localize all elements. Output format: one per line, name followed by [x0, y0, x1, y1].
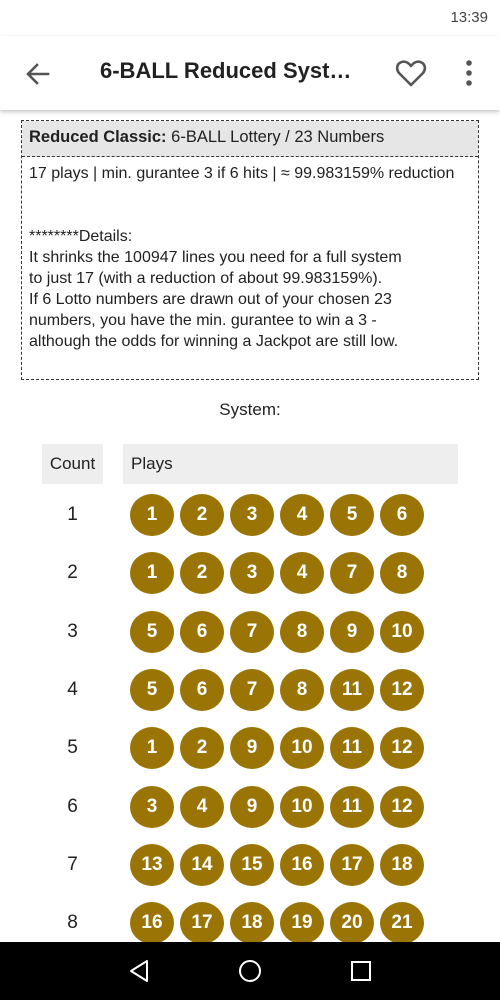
page-title: 6-BALL Reduced Syst… — [100, 58, 352, 83]
row-count: 3 — [67, 620, 78, 642]
arrow-left-icon — [22, 58, 54, 90]
lottery-ball: 6 — [180, 669, 224, 711]
details-line: numbers, you have the min. gurantee to win a 3 - — [29, 312, 377, 329]
lottery-ball: 2 — [180, 552, 224, 594]
navigation-bar — [0, 942, 500, 1000]
row-count: 4 — [67, 678, 78, 700]
lottery-ball: 7 — [230, 669, 274, 711]
lottery-ball: 2 — [180, 727, 224, 769]
row-count: 6 — [67, 795, 78, 817]
table-row — [0, 786, 500, 844]
lottery-ball: 10 — [280, 727, 324, 769]
lottery-ball: 19 — [280, 902, 324, 942]
nav-recents-button[interactable] — [346, 956, 376, 986]
lottery-ball: 3 — [230, 494, 274, 536]
lottery-ball: 17 — [180, 902, 224, 942]
lottery-ball: 13 — [130, 844, 174, 886]
lottery-ball: 20 — [330, 902, 374, 942]
system-info-body — [22, 157, 478, 358]
column-header-plays: Plays — [123, 444, 458, 484]
lottery-ball: 8 — [280, 611, 324, 653]
column-header-count: Count — [42, 444, 103, 484]
lottery-ball: 6 — [380, 494, 424, 536]
system-type-label: Reduced Classic: — [29, 128, 167, 146]
lottery-ball: 12 — [380, 669, 424, 711]
lottery-ball: 18 — [230, 902, 274, 942]
details-line: If 6 Lotto numbers are drawn out of your chosen 23 — [29, 291, 392, 308]
lottery-ball: 16 — [130, 902, 174, 942]
lottery-ball: 3 — [130, 786, 174, 828]
lottery-ball: 9 — [230, 727, 274, 769]
lottery-ball: 6 — [180, 611, 224, 653]
square-recents-icon — [346, 956, 376, 986]
favorite-button[interactable] — [394, 56, 428, 90]
table-row — [0, 494, 500, 552]
table-row — [0, 669, 500, 727]
details-title: ********Details: — [29, 228, 133, 245]
lottery-ball: 4 — [280, 494, 324, 536]
heart-outline-icon — [394, 56, 428, 90]
lottery-ball: 5 — [130, 611, 174, 653]
more-vert-icon — [456, 56, 482, 90]
lottery-ball: 9 — [330, 611, 374, 653]
lottery-ball: 16 — [280, 844, 324, 886]
status-time: 13:39 — [450, 9, 488, 26]
lottery-ball: 8 — [280, 669, 324, 711]
lottery-ball: 14 — [180, 844, 224, 886]
row-count: 2 — [67, 562, 78, 584]
lottery-ball: 4 — [280, 552, 324, 594]
lottery-ball: 5 — [130, 669, 174, 711]
lottery-ball: 12 — [380, 727, 424, 769]
lottery-ball: 15 — [230, 844, 274, 886]
lottery-ball: 2 — [180, 494, 224, 536]
table-row — [0, 727, 500, 785]
row-count: 7 — [67, 853, 78, 875]
row-count: 5 — [67, 737, 78, 759]
details-line: although the odds for winning a Jackpot are still low. — [29, 333, 399, 350]
system-summary: 17 plays | min. gurantee 3 if 6 hits | ≈ 99.983159% reduction — [29, 165, 455, 182]
content-scroll-area[interactable] — [0, 110, 500, 942]
lottery-ball: 17 — [330, 844, 374, 886]
lottery-ball: 8 — [380, 552, 424, 594]
lottery-ball: 11 — [330, 786, 374, 828]
table-row — [0, 552, 500, 610]
lottery-ball: 11 — [330, 727, 374, 769]
table-row — [0, 902, 500, 942]
lottery-ball: 4 — [180, 786, 224, 828]
nav-back-button[interactable] — [125, 956, 155, 986]
system-label: System: — [219, 400, 281, 419]
circle-home-icon — [235, 956, 265, 986]
lottery-ball: 3 — [230, 552, 274, 594]
triangle-back-icon — [125, 956, 155, 986]
more-options-button[interactable] — [456, 56, 482, 90]
lottery-ball: 1 — [130, 727, 174, 769]
lottery-ball: 21 — [380, 902, 424, 942]
lottery-ball: 7 — [330, 552, 374, 594]
back-button[interactable] — [22, 58, 54, 90]
app-bar — [0, 36, 500, 110]
status-bar — [0, 0, 500, 36]
table-row — [0, 611, 500, 669]
lottery-ball: 5 — [330, 494, 374, 536]
lottery-ball: 18 — [380, 844, 424, 886]
lottery-ball: 10 — [380, 611, 424, 653]
lottery-ball: 11 — [330, 669, 374, 711]
nav-home-button[interactable] — [235, 956, 265, 986]
details-line: It shrinks the 100947 lines you need for a full system — [29, 249, 402, 266]
table-row — [0, 844, 500, 902]
details-line: to just 17 (with a reduction of about 99.983159%). — [29, 270, 383, 287]
system-description: 6-BALL Lottery / 23 Numbers — [166, 128, 385, 146]
lottery-ball: 1 — [130, 494, 174, 536]
lottery-ball: 12 — [380, 786, 424, 828]
lottery-ball: 10 — [280, 786, 324, 828]
row-count: 8 — [67, 912, 78, 934]
row-count: 1 — [67, 504, 78, 525]
lottery-ball: 1 — [130, 552, 174, 594]
system-info-header — [22, 121, 478, 157]
lottery-ball: 9 — [230, 786, 274, 828]
lottery-ball: 7 — [230, 611, 274, 653]
system-info-box — [21, 120, 479, 380]
